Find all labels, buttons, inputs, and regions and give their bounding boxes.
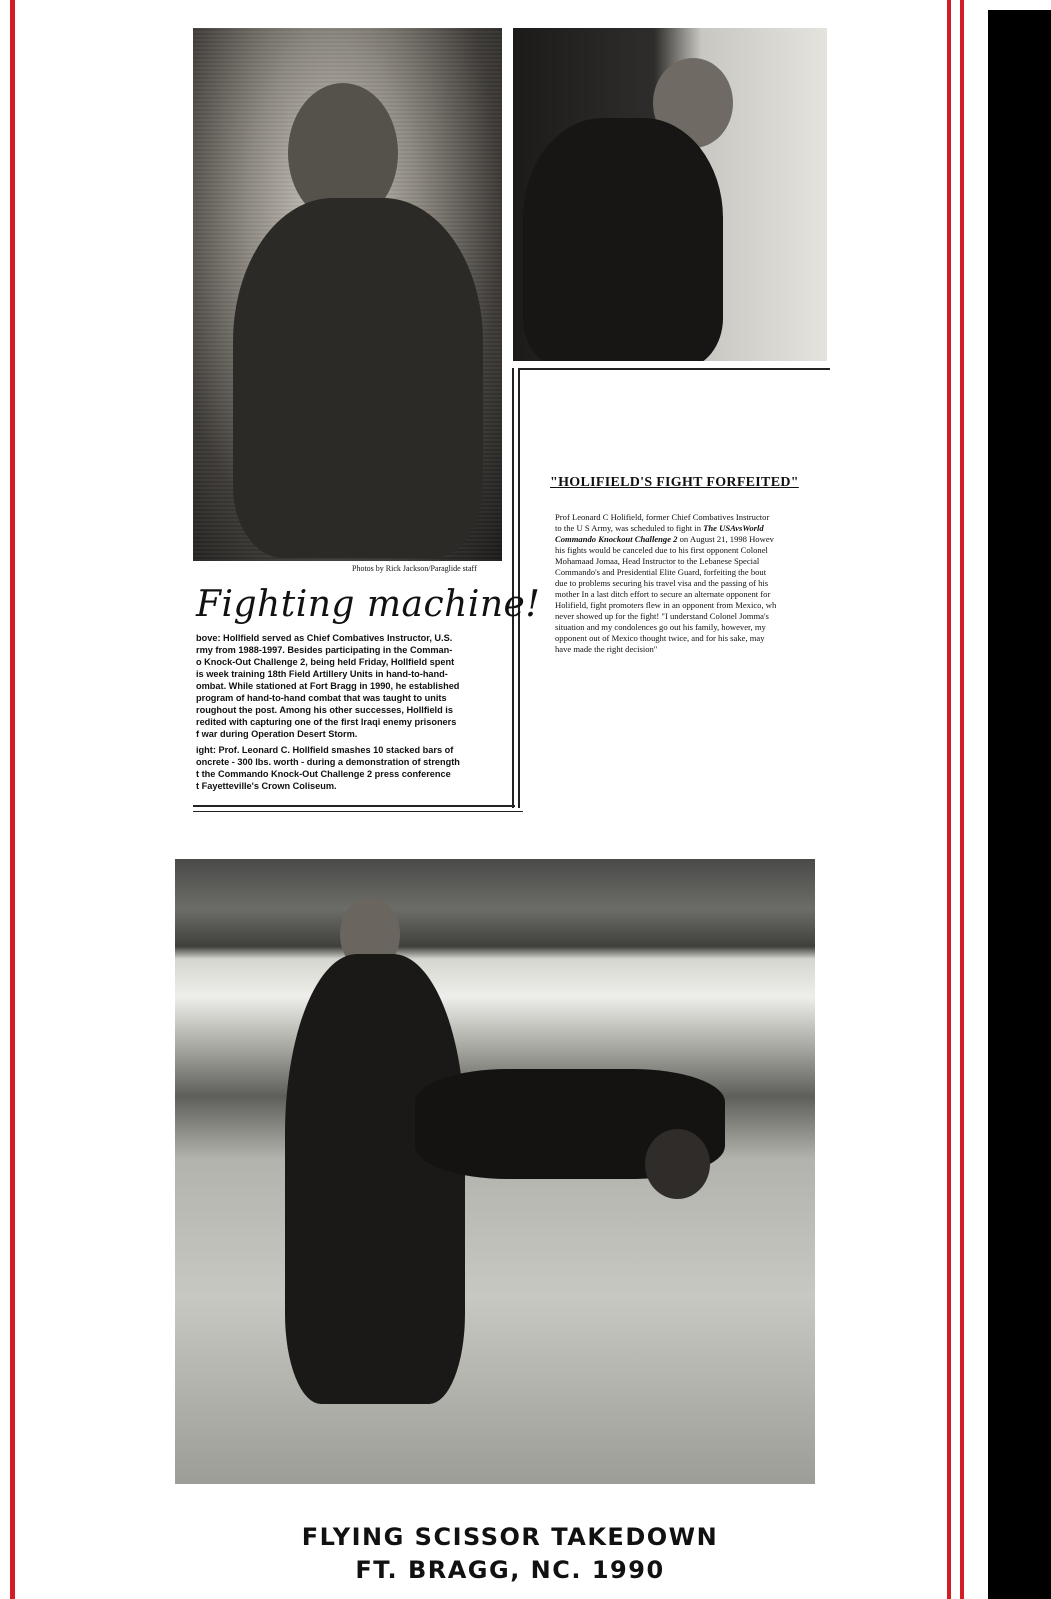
photo-figure-body bbox=[233, 198, 483, 558]
clipping-headline: Fighting machine! bbox=[196, 584, 541, 625]
photo-flying-scissor-takedown bbox=[175, 859, 815, 1484]
left-red-rule bbox=[10, 0, 15, 1599]
photo-breaking-concrete bbox=[513, 28, 827, 361]
photo-figure-head bbox=[645, 1129, 710, 1199]
article-body bbox=[555, 512, 845, 655]
bottom-caption-line2: FT. BRAGG, NC. 1990 bbox=[355, 1556, 665, 1584]
caption-above: bove: Hollfield served as Chief Combatives Instructor, U.S. rmy from 1988-1997. Besides participating in the Comman- o Knock-Out Challenge 2, being held Friday, Hollfield spent is week training 18th Field Artillery Units in hand-to-hand- ombat. While stationed at Fort Bragg in 1990, he established program of hand-to-hand combat that was taught to units roughout the post. Among his other successes, Hollfield is redited with capturing one of the first Iraqi enemy prisoners f war during Operation Desert Storm. bbox=[196, 633, 460, 739]
article-event-name: The USAvsWorld Commando Knockout Challenge 2 bbox=[555, 523, 764, 544]
right-red-rule-1 bbox=[947, 0, 951, 1599]
caption-right: ight: Prof. Leonard C. Hollfield smashes 10 stacked bars of oncrete - 300 lbs. worth - during a demonstration of strength t the Commando Knock-Out Challenge 2 press conference t Fayetteville's Crown Coliseum. bbox=[196, 745, 460, 791]
clipping-bottom-rule bbox=[193, 805, 515, 807]
photo-figure-standing bbox=[285, 954, 465, 1404]
photo-figure-body bbox=[523, 118, 723, 361]
article-body-text: on August 21, 1998 Howev his fights would be canceled due to his first opponent Colonel Mohamaad Jomaa, Head Instructor to the Lebanese Special Commando's and Presidential Elite Guard, forfeiting the bout due to problems securing his travel visa and the passing of his mother In a last ditch effort to secure an alternate opponent for Holifield, fight promoters flew in an opponent from Mexico, wh never showed up for the fight! "I understand Colonel Jomma's situation and my condolences go out his family, however, my opponent out of Mexico thought twice, and for his sake, may have made the right decision" bbox=[555, 534, 777, 654]
photo-credit: Photos by Rick Jackson/Paraglide staff bbox=[352, 564, 477, 573]
article-body-text: Prof Leonard C Holifield, former Chief Combatives Instructor to the U S Army, was scheduled to fight in bbox=[555, 512, 770, 533]
photo-fighter-portrait bbox=[193, 28, 502, 561]
article-title: "HOLIFIELD'S FIGHT FORFEITED" bbox=[550, 475, 799, 490]
article-top-rule bbox=[518, 368, 830, 370]
right-red-rule-2 bbox=[960, 0, 964, 1599]
bottom-caption-line1: FLYING SCISSOR TAKEDOWN bbox=[301, 1523, 719, 1551]
black-side-band bbox=[988, 10, 1051, 1599]
clipping-bottom-rule bbox=[193, 811, 523, 812]
